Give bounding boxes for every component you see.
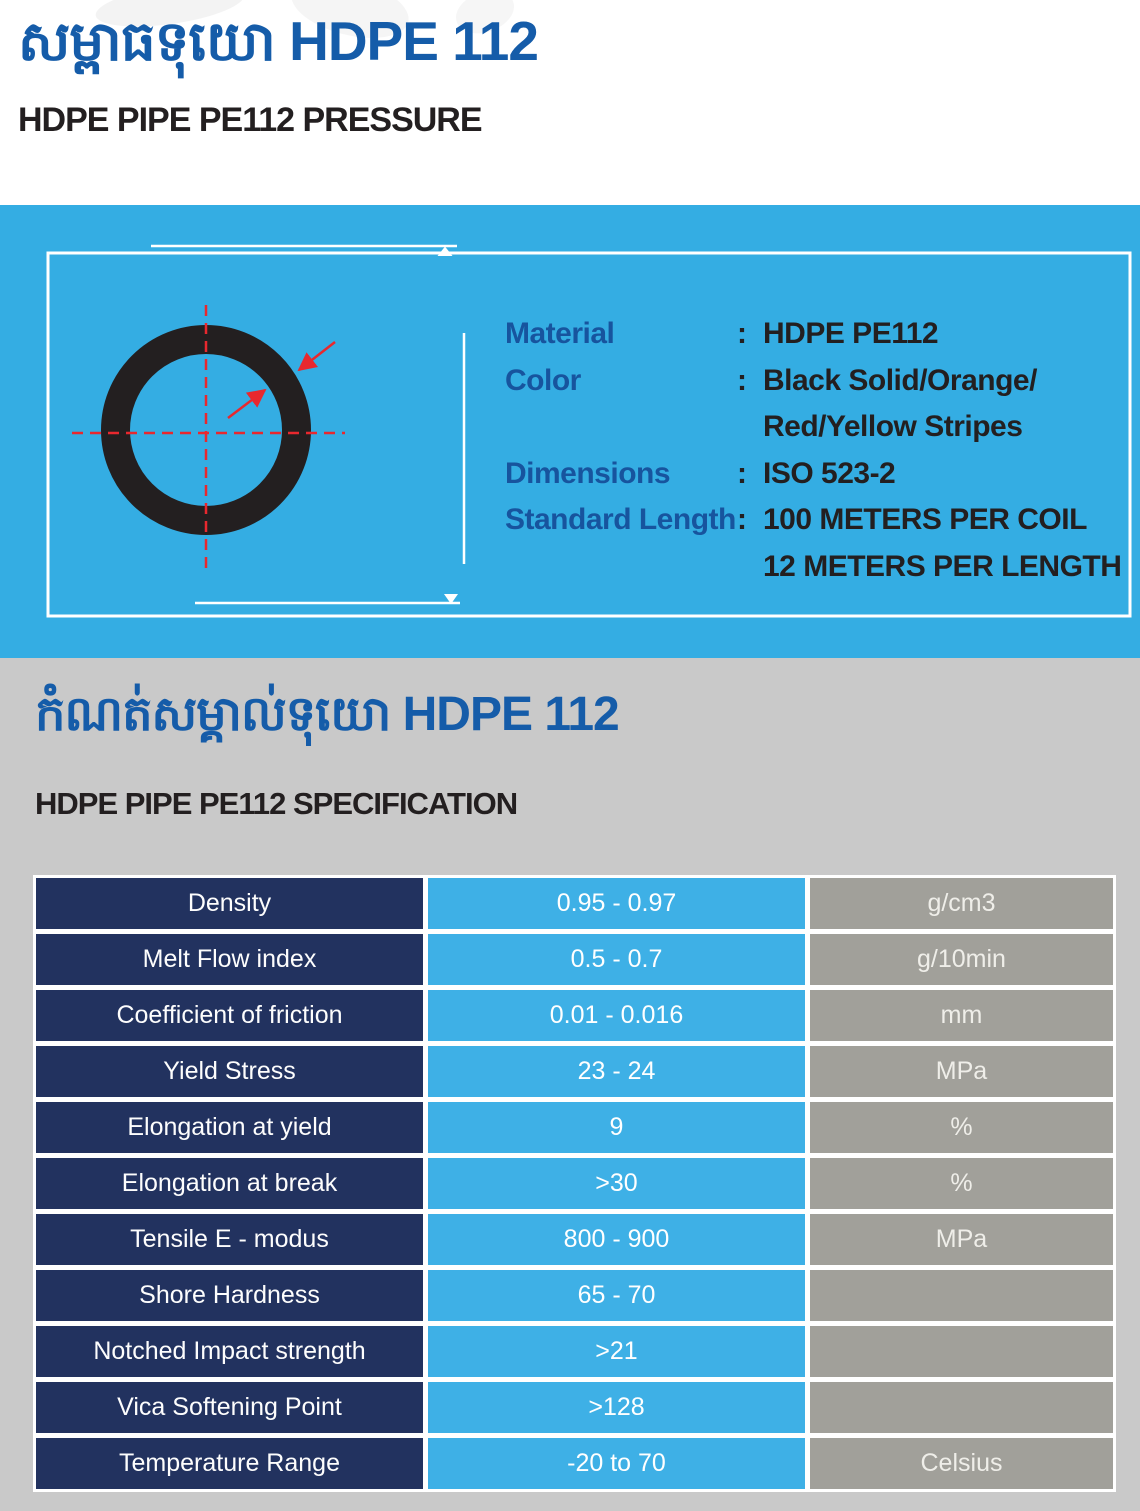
table-cell-property: Melt Flow index: [36, 934, 423, 985]
spec-value-line: 12 METERS PER LENGTH: [763, 549, 1122, 583]
product-spec-row: [505, 451, 1105, 498]
table-row: [36, 934, 1113, 985]
table-cell-property: Vica Softening Point: [36, 1382, 423, 1433]
table-cell-unit: %: [810, 1102, 1113, 1153]
spec-value-line: 100 METERS PER COIL: [763, 503, 1087, 536]
table-cell-property: Coefficient of friction: [36, 990, 423, 1041]
spec-colon: :: [737, 317, 747, 350]
table-cell-value: 0.01 - 0.016: [428, 990, 805, 1041]
table-cell-unit: mm: [810, 990, 1113, 1041]
spec-colon: :: [737, 456, 747, 490]
table-cell-unit: [810, 1382, 1113, 1433]
spec-colon: :: [737, 363, 747, 397]
spec-value-line: HDPE PE112: [763, 317, 939, 350]
table-cell-value: 800 - 900: [428, 1214, 805, 1265]
spec-value-line: Black Solid/Orange/: [763, 363, 1037, 397]
product-panel: [0, 205, 1140, 658]
table-cell-value: >30: [428, 1158, 805, 1209]
section-title-khmer: កំណត់សម្គាល់ទុយោ HDPE 112: [35, 688, 619, 741]
spec-value: [763, 311, 1105, 358]
product-spec-list: [505, 311, 1122, 590]
page-header: [0, 0, 1140, 205]
section-title-english: HDPE PIPE PE112 SPECIFICATION: [35, 786, 518, 821]
table-row: [36, 1046, 1113, 1097]
page-title-english: HDPE PIPE PE112 PRESSURE: [18, 101, 482, 139]
table-cell-unit: %: [810, 1158, 1113, 1209]
spec-label: Color: [505, 363, 581, 397]
spec-value: [763, 451, 1105, 498]
table-cell-value: 65 - 70: [428, 1270, 805, 1321]
table-row: [36, 1438, 1113, 1489]
table-cell-value: >128: [428, 1382, 805, 1433]
table-cell-unit: MPa: [810, 1046, 1113, 1097]
table-cell-property: Elongation at break: [36, 1158, 423, 1209]
table-cell-unit: Celsius: [810, 1438, 1113, 1489]
product-spec-row: [505, 358, 1105, 451]
table-cell-property: Temperature Range: [36, 1438, 423, 1489]
spec-label: Material: [505, 317, 615, 350]
table-row: [36, 1382, 1113, 1433]
table-row: [36, 1102, 1113, 1153]
table-row: [36, 1214, 1113, 1265]
table-cell-unit: g/cm3: [810, 878, 1113, 929]
dimension-arrow-up-icon: [438, 247, 453, 257]
page-title-khmer: សម្ពាធទុយោ HDPE 112: [18, 10, 538, 72]
specification-table: [33, 875, 1116, 1492]
table-cell-unit: g/10min: [810, 934, 1113, 985]
table-cell-property: Notched Impact strength: [36, 1326, 423, 1377]
spec-value-line: ISO 523-2: [763, 456, 896, 490]
table-cell-value: 23 - 24: [428, 1046, 805, 1097]
table-row: [36, 1326, 1113, 1377]
spec-label: Dimensions: [505, 456, 671, 490]
table-cell-value: >21: [428, 1326, 805, 1377]
table-cell-unit: [810, 1270, 1113, 1321]
table-cell-unit: [810, 1326, 1113, 1377]
table-cell-property: Tensile E - modus: [36, 1214, 423, 1265]
table-row: [36, 990, 1113, 1041]
table-cell-value: -20 to 70: [428, 1438, 805, 1489]
table-row: [36, 878, 1113, 929]
table-cell-property: Elongation at yield: [36, 1102, 423, 1153]
spec-label: Standard Length: [505, 503, 736, 536]
table-cell-value: 0.5 - 0.7: [428, 934, 805, 985]
table-cell-value: 9: [428, 1102, 805, 1153]
table-row: [36, 1270, 1113, 1321]
specification-section: [0, 658, 1140, 1511]
table-row: [36, 1158, 1113, 1209]
product-spec-row: [505, 497, 1122, 590]
table-cell-property: Shore Hardness: [36, 1270, 423, 1321]
wall-thickness-arrow-inner: [228, 390, 265, 418]
table-cell-unit: MPa: [810, 1214, 1113, 1265]
spec-value: [763, 358, 1105, 451]
product-spec-row: [505, 311, 1105, 358]
table-cell-property: Density: [36, 878, 423, 929]
spec-value: [763, 497, 1121, 590]
table-cell-value: 0.95 - 0.97: [428, 878, 805, 929]
table-cell-property: Yield Stress: [36, 1046, 423, 1097]
wall-thickness-arrow-outer: [299, 342, 335, 370]
spec-value-line: Red/Yellow Stripes: [763, 410, 1023, 443]
spec-colon: :: [737, 503, 747, 536]
